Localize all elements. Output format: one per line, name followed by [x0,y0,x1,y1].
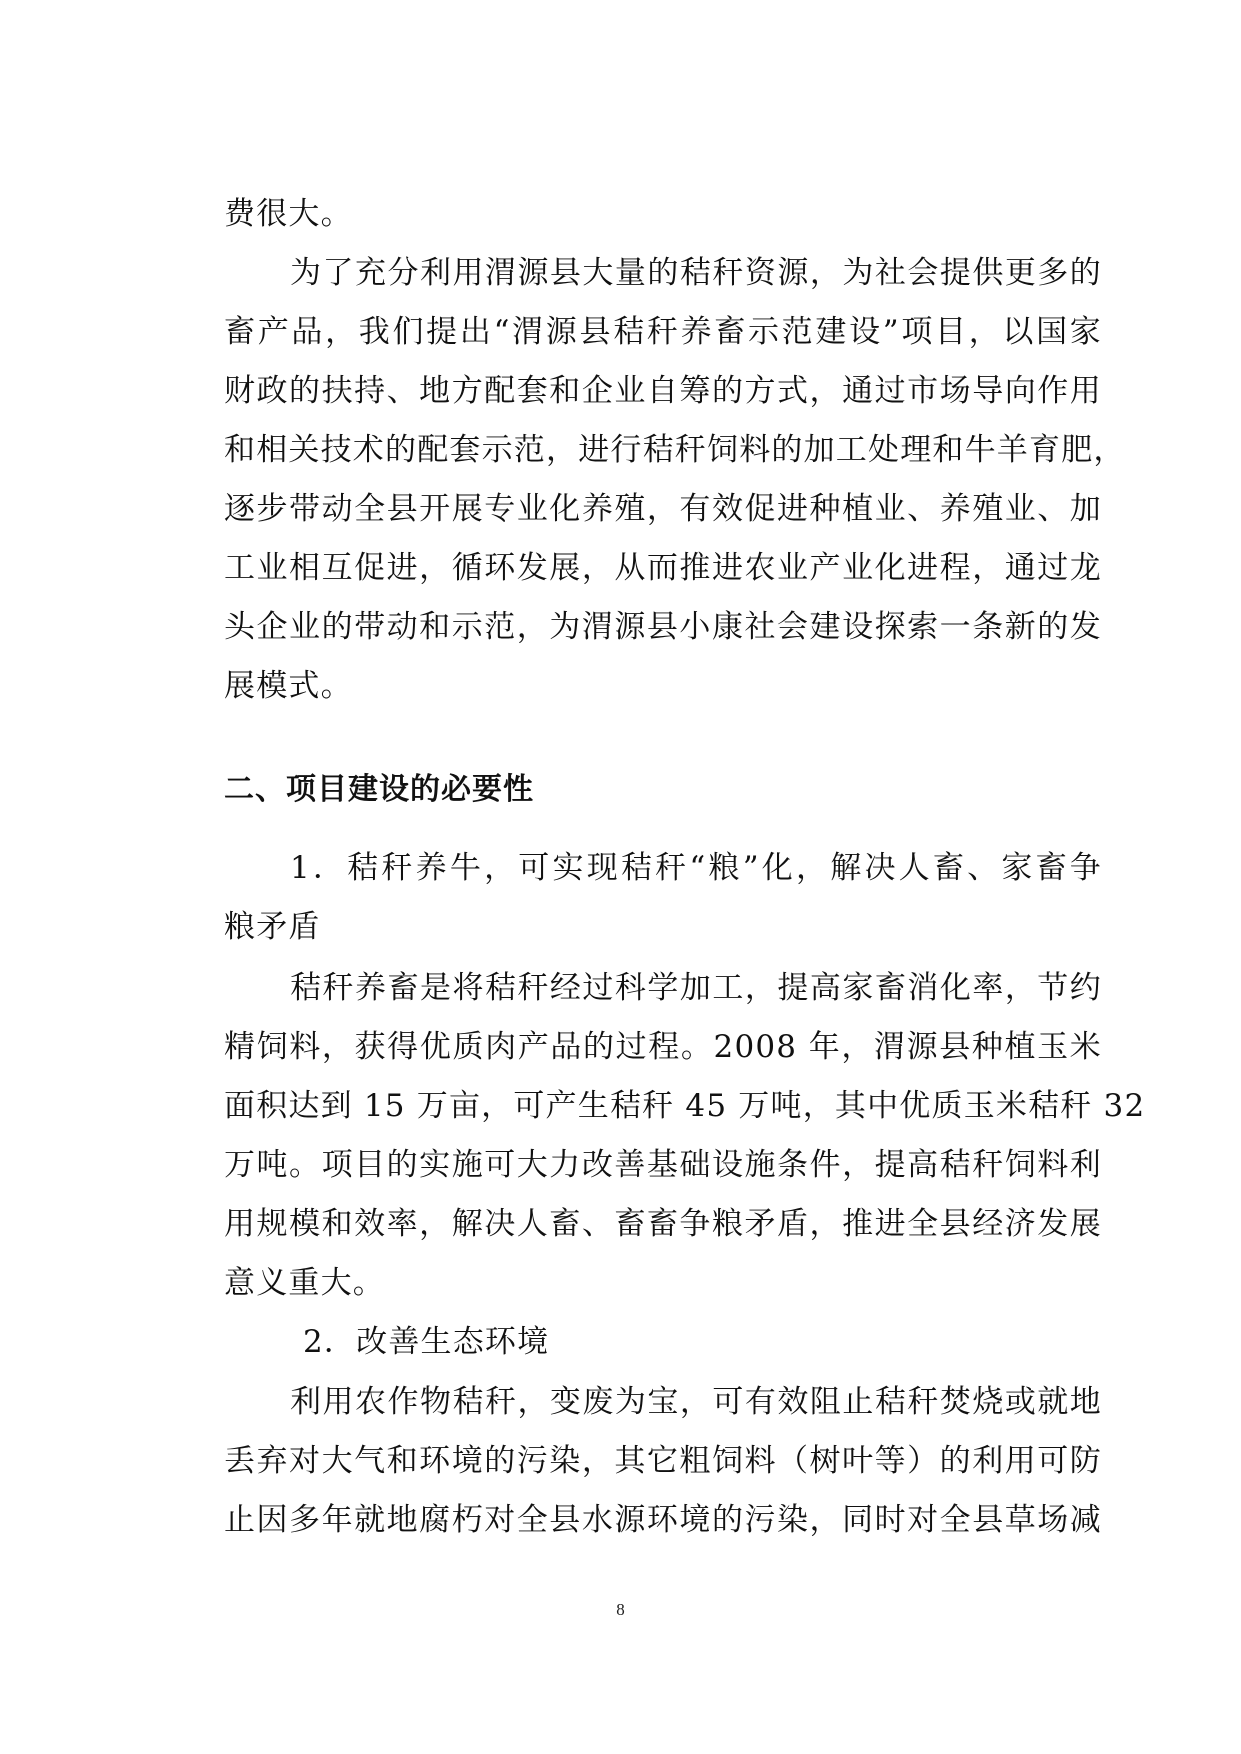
paragraph-line: 展模式。 [224,668,353,704]
paragraph-line: 精饲料，获得优质肉产品的过程。2008 年，渭源县种植玉米 [224,1029,1102,1065]
paragraph-line: 头企业的带动和示范，为渭源县小康社会建设探索一条新的发 [224,609,1102,645]
subsection-title: 2．改善生态环境 [303,1324,550,1360]
paragraph-line: 和相关技术的配套示范，进行秸秆饲料的加工处理和牛羊育肥， [224,432,1126,468]
page-number: 8 [616,1600,625,1619]
paragraph-line: 为了充分利用渭源县大量的秸秆资源，为社会提供更多的 [290,255,1102,291]
paragraph-line: 止因多年就地腐朽对全县水源环境的污染，同时对全县草场减 [224,1502,1102,1538]
paragraph-line: 秸秆养畜是将秸秆经过科学加工，提高家畜消化率，节约 [290,970,1102,1006]
paragraph-line: 逐步带动全县开展专业化养殖，有效促进种植业、养殖业、加 [224,491,1102,527]
paragraph-line: 财政的扶持、地方配套和企业自筹的方式，通过市场导向作用 [224,373,1102,409]
paragraph-line: 工业相互促进，循环发展，从而推进农业产业化进程，通过龙 [224,550,1102,586]
paragraph-line: 万吨。项目的实施可大力改善基础设施条件，提高秸秆饲料利 [224,1147,1102,1183]
paragraph-line: 面积达到 15 万亩，可产生秸秆 45 万吨，其中优质玉米秸秆 32 [224,1088,1146,1124]
paragraph-line: 丢弃对大气和环境的污染，其它粗饲料（树叶等）的利用可防 [224,1443,1102,1479]
paragraph-line: 意义重大。 [224,1265,385,1301]
section-heading: 二、项目建设的必要性 [224,772,534,807]
subsection-title: 粮矛盾 [224,909,321,945]
subsection-title: 1．秸秆养牛，可实现秸秆“粮”化，解决人畜、家畜争 [290,850,1102,886]
paragraph-line: 利用农作物秸秆，变废为宝，可有效阻止秸秆焚烧或就地 [290,1384,1102,1420]
paragraph-line: 畜产品，我们提出“渭源县秸秆养畜示范建设”项目，以国家 [224,314,1102,350]
paragraph-line: 费很大。 [224,196,353,232]
paragraph-line: 用规模和效率，解决人畜、畜畜争粮矛盾，推进全县经济发展 [224,1206,1102,1242]
